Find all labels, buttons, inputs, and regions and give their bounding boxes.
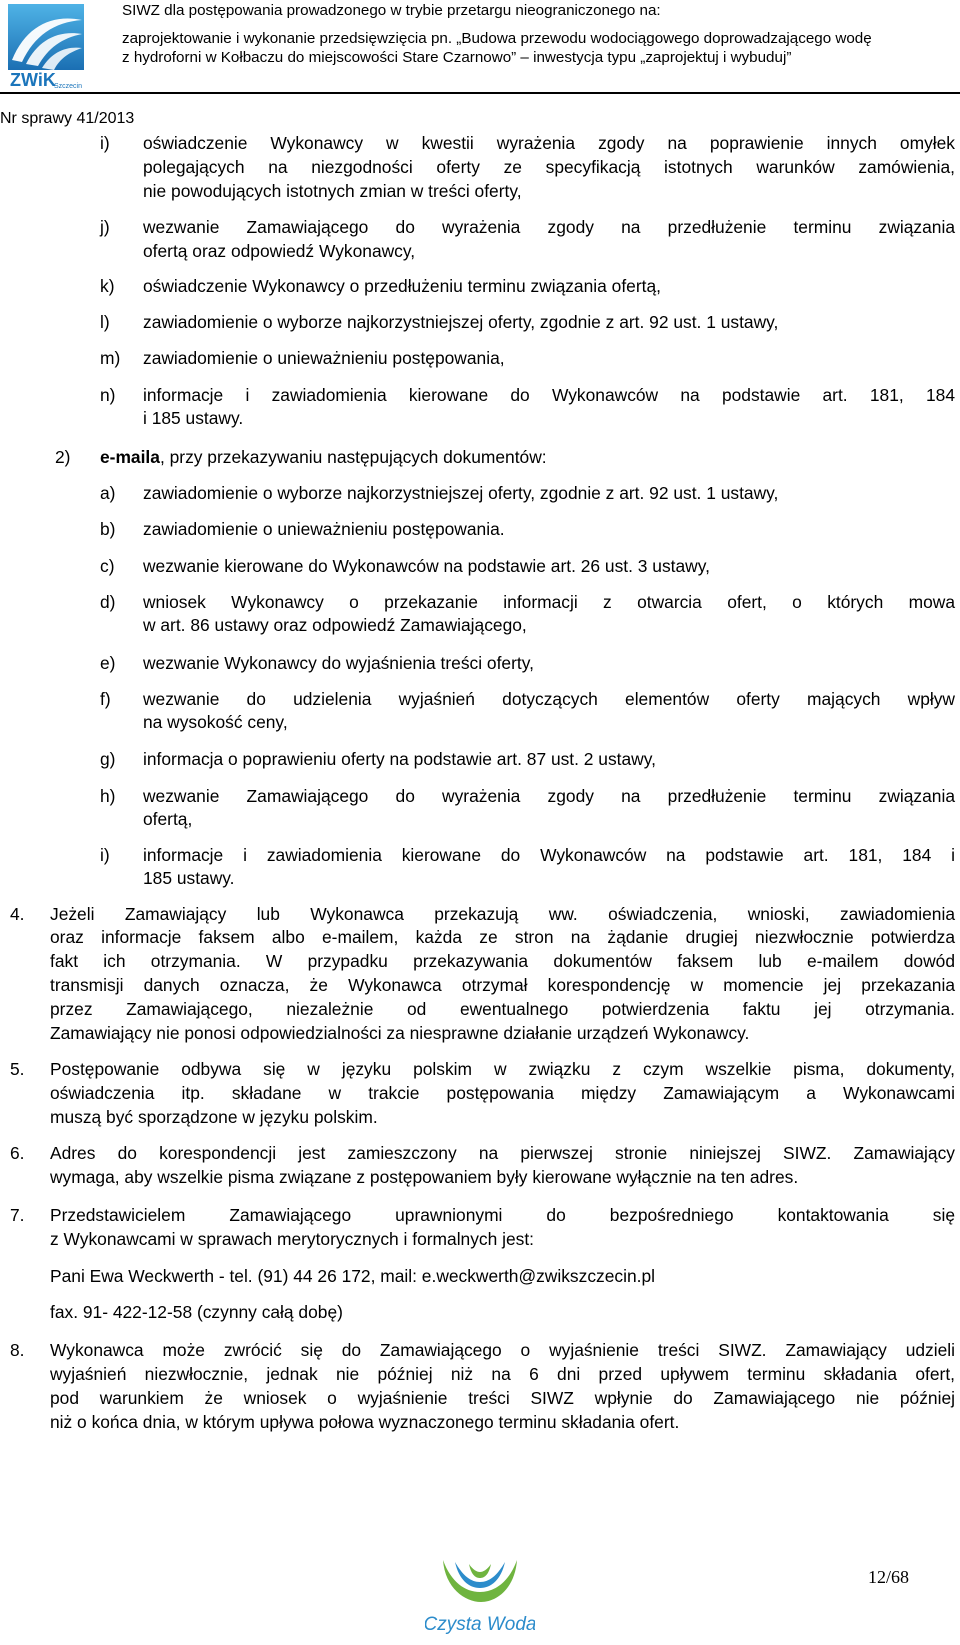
list-item-line: zawiadomienie o wyborze najkorzystniejszej oferty, zgodnie z art. 92 ust. 1 ustawy, <box>143 483 779 503</box>
list-item-line: zawiadomienie o unieważnieniu postępowania, <box>143 348 505 368</box>
list-item-line: polegających na niezgodności oferty ze specyfikacją istotnych warunków zamówienia, <box>143 157 955 177</box>
list-item-line: 185 ustawy. <box>143 868 235 888</box>
list-item-label: g) <box>100 749 116 769</box>
zwik-logo <box>8 4 84 92</box>
list-item-label: l) <box>100 312 110 332</box>
list-item-line: wezwanie do udzielenia wyjaśnień dotyczących elementów oferty mających wpływ <box>143 689 955 709</box>
list-item-line: ofertą oraz odpowiedź Wykonawcy, <box>143 241 416 261</box>
paragraph-line: przez Zamawiającego, niezależnie od ewentualnego potwierdzenia faktu jej otrzymania. <box>50 999 955 1019</box>
section-heading <box>100 446 547 468</box>
section-heading-rest: , przy przekazywaniu następujących dokumentów: <box>159 447 547 467</box>
list-item-line: wezwanie Zamawiającego do wyrażenia zgody na przedłużenie terminu związania <box>143 786 955 806</box>
list-item-line: w art. 86 ustawy oraz odpowiedź Zamawiającego, <box>143 615 527 635</box>
list-item-label: i) <box>100 133 110 153</box>
list-item-label: k) <box>100 276 115 296</box>
water-drop-logo-graphic <box>425 1552 535 1640</box>
contact-line: Pani Ewa Weckwerth - tel. (91) 44 26 172, mail: e.weckwerth@zwikszczecin.pl <box>50 1266 655 1286</box>
paragraph-line: muszą być sporządzone w języku polskim. <box>50 1107 378 1127</box>
list-item-line: na wysokość ceny, <box>143 712 288 732</box>
list-item-line: zawiadomienie o wyborze najkorzystniejszej oferty, zgodnie z art. 92 ust. 1 ustawy, <box>143 312 779 332</box>
list-item-label: e) <box>100 653 116 673</box>
list-item-line: wezwanie Wykonawcy do wyjaśnienia treści oferty, <box>143 653 534 673</box>
list-item-label: h) <box>100 786 116 806</box>
list-item-label: f) <box>100 689 111 709</box>
list-item-line: zawiadomienie o unieważnieniu postępowania. <box>143 519 505 539</box>
czysta-woda-text: Czysta Woda <box>425 1614 535 1635</box>
zwik-logo-graphic <box>8 4 84 92</box>
list-item-line: wezwanie kierowane do Wykonawców na podstawie art. 26 ust. 3 ustawy, <box>143 556 710 576</box>
header-divider <box>0 92 960 94</box>
section-label: 2) <box>55 447 71 467</box>
paragraph-line: Jeżeli Zamawiający lub Wykonawca przekazują ww. oświadczenia, wnioski, zawiadomienia <box>50 904 955 924</box>
section-heading-bold: e-maila <box>100 447 160 467</box>
list-item-line: nie powodujących istotnych zmian w treści oferty, <box>143 181 522 201</box>
list-item-label: i) <box>100 845 110 865</box>
paragraph-line: fakt ich otrzymania. W przypadku przekazywania dokumentów faksem lub e-mailem dowód <box>50 951 955 971</box>
list-item-line: wezwanie Zamawiającego do wyrażenia zgody na przedłużenie terminu związania <box>143 217 955 237</box>
paragraph-line: Przedstawicielem Zamawiającego uprawnionymi do bezpośredniego kontaktowania się <box>50 1205 955 1225</box>
czysta-woda-logo <box>425 1552 535 1640</box>
list-item-label: b) <box>100 519 116 539</box>
point-label: 6. <box>10 1143 25 1163</box>
list-item-line: oświadczenie Wykonawcy o przedłużeniu terminu związania ofertą, <box>143 276 661 296</box>
page-number: 12/68 <box>868 1567 910 1587</box>
fax-line: fax. 91- 422-12-58 (czynny całą dobę) <box>50 1302 343 1322</box>
paragraph-line: Postępowanie odbywa się w języku polskim w związku z czym wszelkie pisma, dokumenty, <box>50 1059 955 1079</box>
list-item-label: a) <box>100 483 116 503</box>
paragraph-line: oświadczenia itp. składane w trakcie postępowania między Zamawiającym a Wykonawcami <box>50 1083 955 1103</box>
header-title-line2: zaprojektowanie i wykonanie przedsięwzięcia pn. „Budowa przewodu wodociągowego doprowadzającego wodę <box>122 30 872 47</box>
header-title-line1: SIWZ dla postępowania prowadzonego w trybie przetargu nieograniczonego na: <box>122 2 661 19</box>
list-item-label: c) <box>100 556 115 576</box>
point-label: 7. <box>10 1205 25 1225</box>
list-item-line: ofertą, <box>143 809 193 829</box>
paragraph-line: Zamawiający nie ponosi odpowiedzialności za niesprawne działanie urządzeń Wykonawcy. <box>50 1023 750 1043</box>
point-label: 8. <box>10 1340 25 1360</box>
paragraph-line: wyjaśnień niezwłocznie, jednak nie później niż na 6 dni przed upływem terminu składania ofert, <box>50 1364 955 1384</box>
list-item-line: informacja o poprawieniu oferty na podstawie art. 87 ust. 2 ustawy, <box>143 749 656 769</box>
list-item-label: j) <box>100 217 110 237</box>
point-label: 4. <box>10 904 25 924</box>
paragraph-line: wymaga, aby wszelkie pisma związane z postępowaniem były kierowane wyłącznie na ten adres. <box>50 1167 799 1187</box>
case-number: Nr sprawy 41/2013 <box>0 110 135 127</box>
list-item-line: wniosek Wykonawcy o przekazanie informacji z otwarcia ofert, o których mowa <box>143 592 955 612</box>
list-item-label: n) <box>100 385 116 405</box>
list-item-label: d) <box>100 592 116 612</box>
point-label: 5. <box>10 1059 25 1079</box>
zwik-logo-subtext: Szczecin <box>54 83 83 90</box>
paragraph-line: Wykonawca może zwrócić się do Zamawiającego o wyjaśnienie treści SIWZ. Zamawiający udzieli <box>50 1340 955 1360</box>
list-item-label: m) <box>100 348 121 368</box>
list-item-line: i 185 ustawy. <box>143 408 244 428</box>
list-item-line: informacje i zawiadomienia kierowane do Wykonawców na podstawie art. 181, 184 <box>143 385 955 405</box>
paragraph-line: z Wykonawcami w sprawach merytorycznych i formalnych jest: <box>50 1229 535 1249</box>
paragraph-line: transmisji danych oznacza, że Wykonawca otrzymał korespondencję w momencie jej przekazania <box>50 975 955 995</box>
list-item-line: oświadczenie Wykonawcy w kwestii wyrażenia zgody na poprawienie innych omyłek <box>143 133 955 153</box>
paragraph-line: niż o końca dnia, w którym upływa połowa wyznaczonego terminu składania ofert. <box>50 1412 680 1432</box>
paragraph-line: Adres do korespondencji jest zamieszczony na pierwszej stronie niniejszej SIWZ. Zamawiający <box>50 1143 955 1163</box>
list-item-line: informacje i zawiadomienia kierowane do Wykonawców na podstawie art. 181, 184 i <box>143 845 955 865</box>
paragraph-line: oraz informacje faksem albo e-mailem, każda ze stron na żądanie drugiej niezwłocznie potwierdza <box>50 927 955 947</box>
zwik-logo-text: ZWiK <box>10 70 56 90</box>
paragraph-line: pod warunkiem że wniosek o wyjaśnienie treści SIWZ wpłynie do Zamawiającego nie później <box>50 1388 955 1408</box>
header-title-line3: z hydroforni w Kołbaczu do miejscowości Stare Czarnowo” – inwestycja typu „zaprojektuj i wybuduj” <box>122 49 792 66</box>
